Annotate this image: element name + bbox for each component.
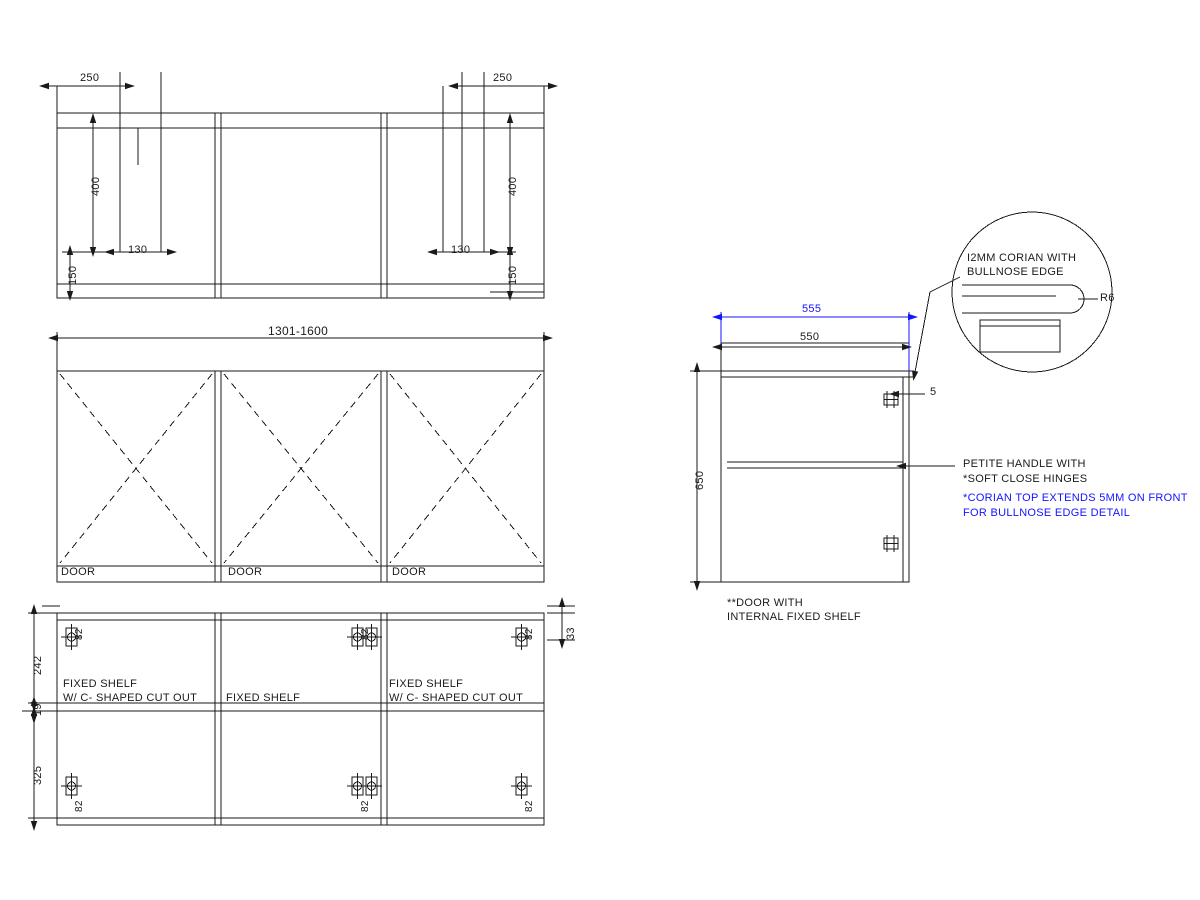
- dim-overall-width: 1301-1600: [268, 324, 329, 338]
- note-handle-line1: PETITE HANDLE WITH: [963, 458, 1086, 470]
- plan-shelf-label-right-line1: FIXED SHELF: [389, 678, 464, 690]
- dim-plan-82-b: 82: [360, 628, 371, 640]
- dim-top-left-400: 400: [90, 176, 102, 196]
- plan-shelf-label-center-line1: FIXED SHELF: [226, 692, 301, 704]
- dim-top-right-250: 250: [493, 72, 513, 84]
- door-label-left: DOOR: [61, 566, 96, 578]
- dim-side-550: 550: [800, 331, 820, 343]
- note-door-line2: INTERNAL FIXED SHELF: [727, 611, 861, 623]
- plan-shelf-label-left-line2: W/ C- SHAPED CUT OUT: [63, 692, 198, 704]
- dim-top-right-130: 130: [451, 244, 471, 256]
- top-view-geometry: [48, 72, 549, 298]
- hinge-symbols: [61, 624, 532, 799]
- dim-plan-82-f: 82: [524, 800, 535, 812]
- note-corian-line2: FOR BULLNOSE EDGE DETAIL: [963, 507, 1131, 519]
- door-label-right: DOOR: [392, 566, 427, 578]
- dim-plan-325: 325: [32, 765, 44, 785]
- side-elevation-geometry: [690, 312, 955, 582]
- side-view-hinges: [884, 391, 898, 552]
- dim-top-left-150: 150: [67, 265, 79, 285]
- dim-top-right-150: 150: [507, 265, 519, 285]
- plan-shelf-label-left-line1: FIXED SHELF: [63, 678, 138, 690]
- plan-shelf-label-right-line2: W/ C- SHAPED CUT OUT: [389, 692, 524, 704]
- dim-plan-33: 33: [565, 627, 577, 640]
- dim-plan-19: 19: [32, 703, 44, 716]
- door-label-center: DOOR: [228, 566, 263, 578]
- dim-radius-r6: R6: [1100, 292, 1115, 304]
- dim-plan-82-a: 82: [74, 628, 85, 640]
- dim-plan-82-c: 82: [524, 628, 535, 640]
- note-handle-line2: *SOFT CLOSE HINGES: [963, 473, 1088, 485]
- dim-side-555: 555: [802, 303, 822, 315]
- dim-plan-242: 242: [32, 655, 44, 675]
- dim-top-right-400: 400: [507, 176, 519, 196]
- detail-bubble-geometry: [915, 212, 1112, 372]
- dim-side-overhang-5: 5: [930, 386, 937, 398]
- dim-top-left-130: 130: [128, 244, 148, 256]
- note-corian-detail-line1: I2MM CORIAN WITH: [967, 252, 1077, 264]
- front-elevation-geometry: [57, 332, 544, 582]
- dim-plan-82-e: 82: [360, 800, 371, 812]
- note-door-line1: **DOOR WITH: [727, 597, 804, 609]
- dim-side-650: 650: [694, 470, 706, 490]
- plan-view-geometry: [22, 606, 575, 825]
- door-swing-indicators: [60, 374, 541, 563]
- dim-top-left-250: 250: [80, 72, 100, 84]
- note-corian-line1: *CORIAN TOP EXTENDS 5MM ON FRONT: [963, 492, 1188, 504]
- dim-plan-82-d: 82: [74, 800, 85, 812]
- note-corian-detail-line2: BULLNOSE EDGE: [967, 266, 1064, 278]
